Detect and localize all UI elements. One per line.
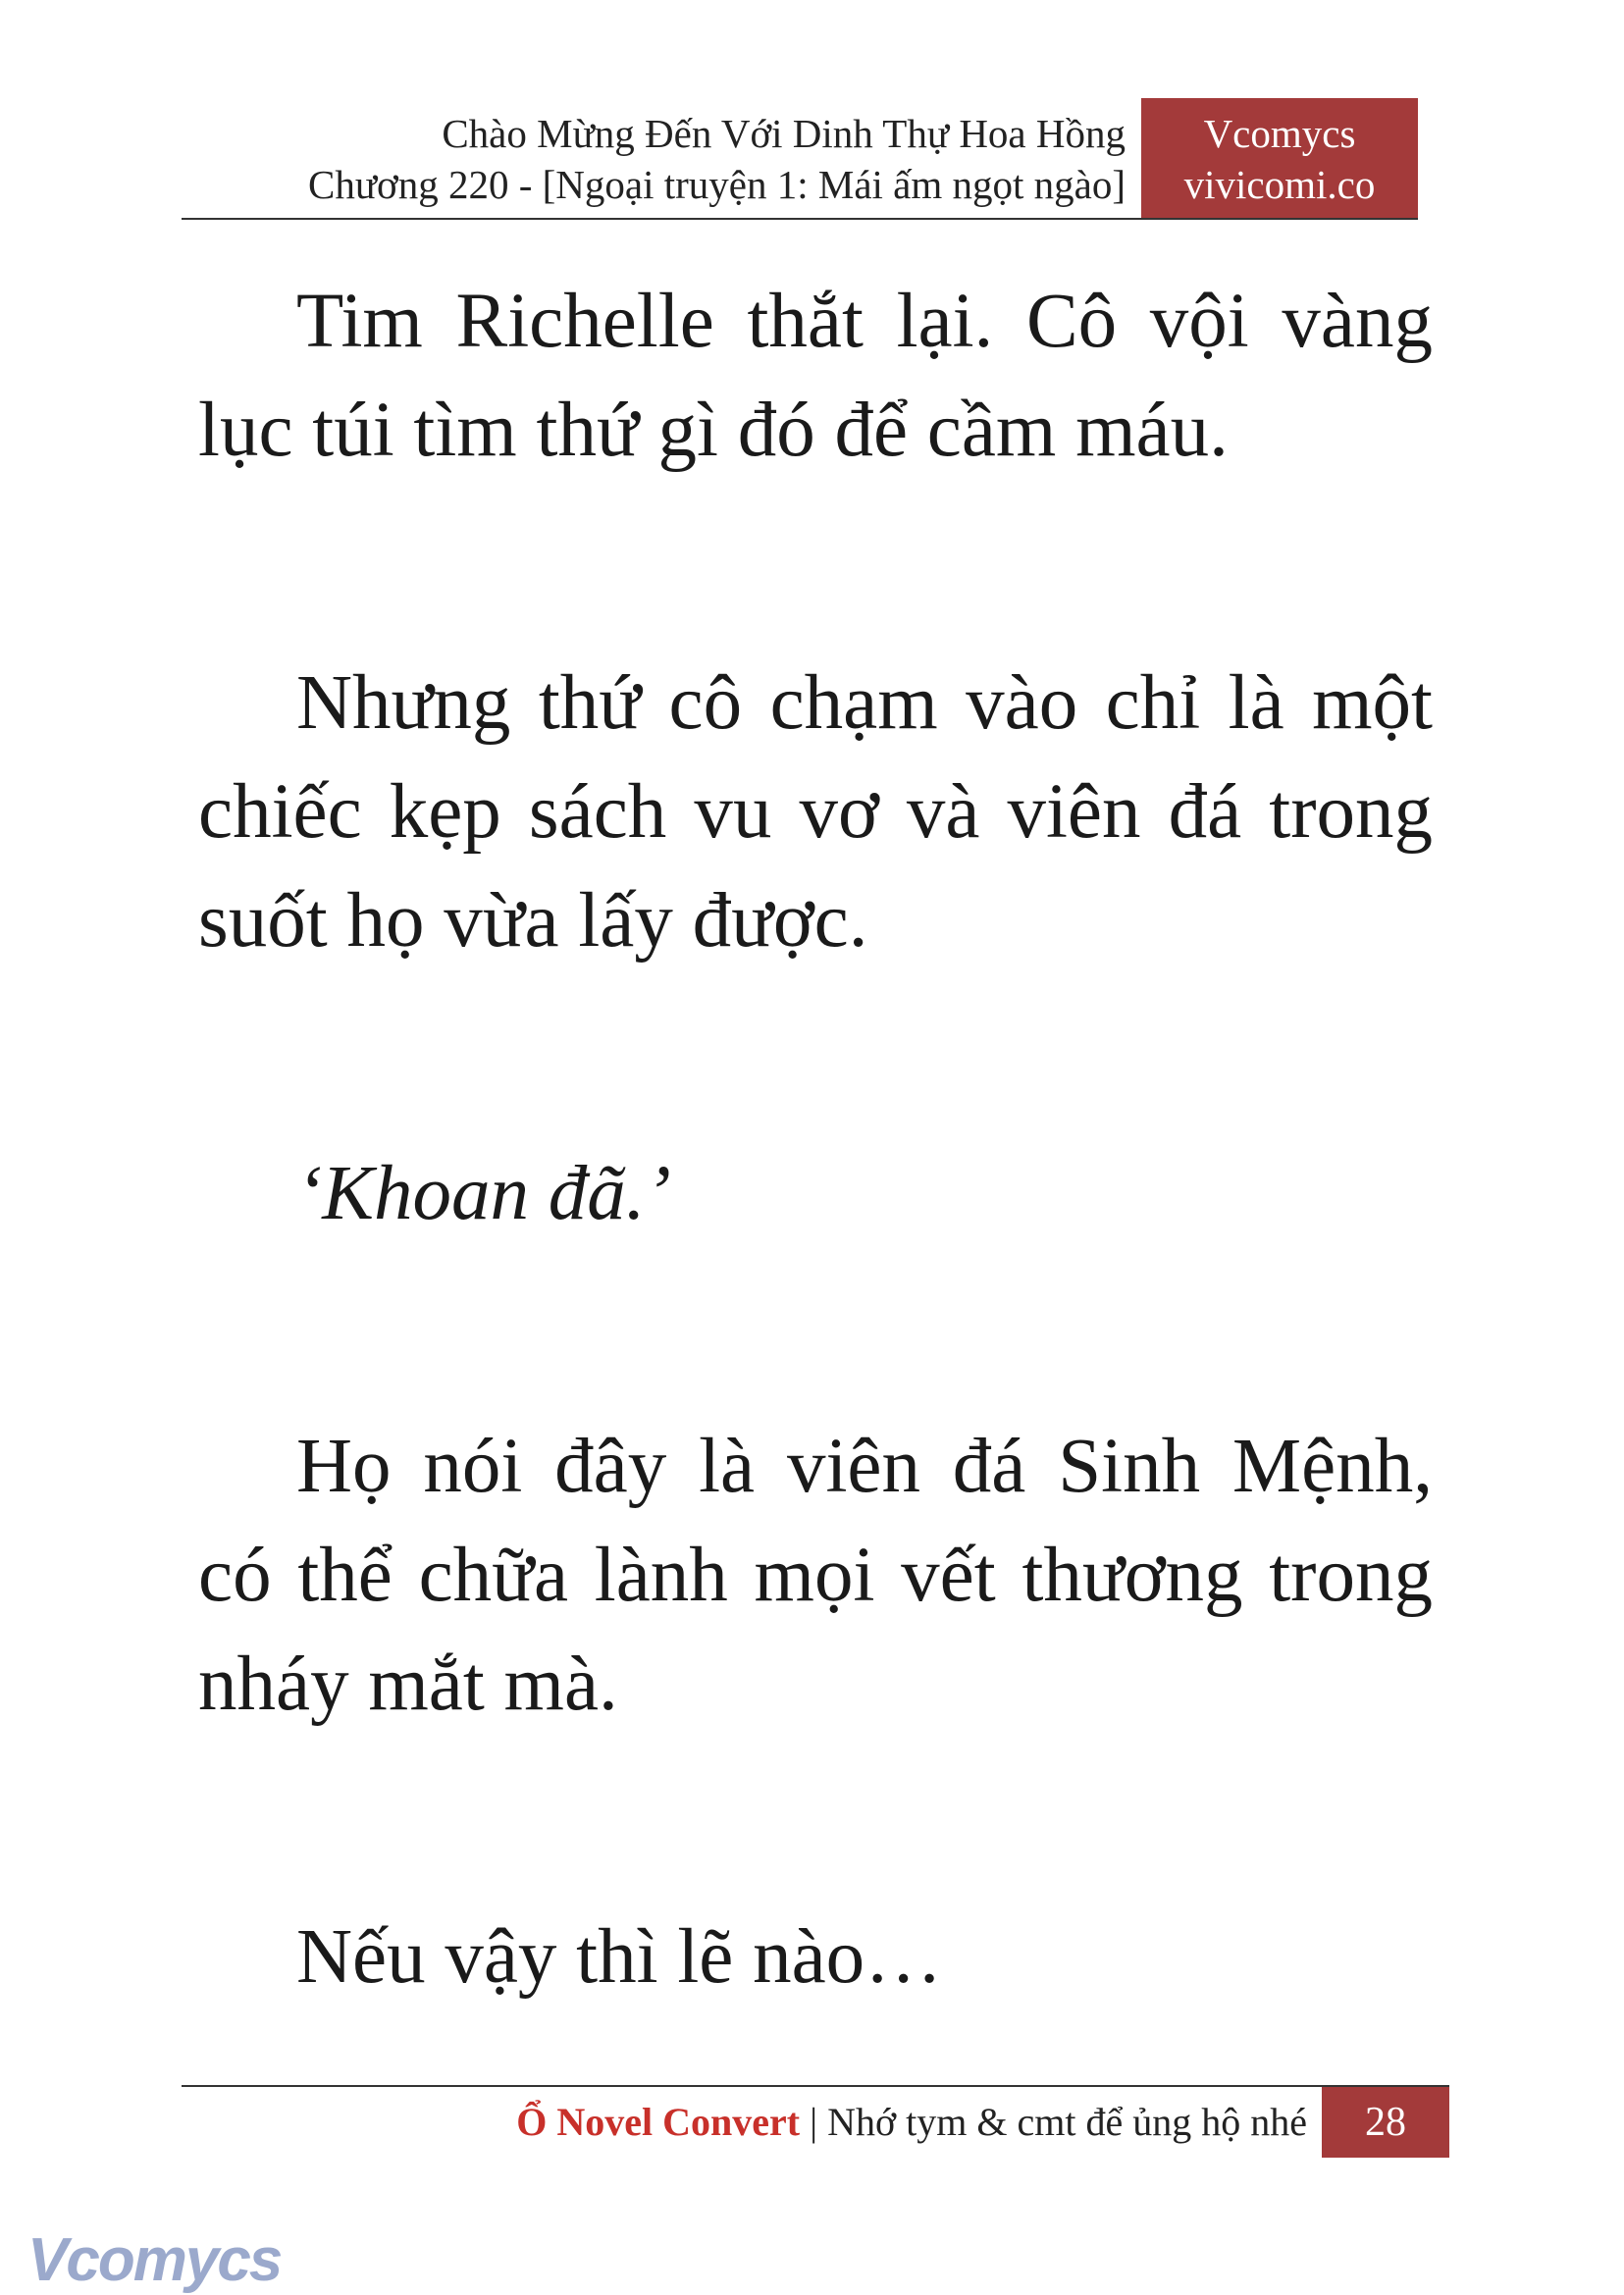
- footer-message: Nhớ tym & cmt để ủng hộ nhé: [827, 2100, 1307, 2144]
- page-number: 28: [1322, 2087, 1449, 2158]
- paragraph-thought: ‘Khoan đã.’: [296, 1151, 671, 1236]
- chapter-title: Chương 220 - [Ngoại truyện 1: Mái ấm ngọt ngào]: [307, 162, 1126, 207]
- page-header: [182, 98, 1418, 220]
- chapter-body: [198, 267, 1433, 2175]
- footer-separator: |: [810, 2100, 818, 2144]
- footer-text: [516, 2097, 1307, 2148]
- paragraph: Nhưng thứ cô chạm vào chỉ là một chiếc kẹp sách vu vơ và viên đá trong suốt họ vừa lấy được.: [198, 660, 1433, 964]
- header-titles: [308, 108, 1126, 210]
- site-badge: [1141, 98, 1418, 218]
- badge-site-name: Vcomycs: [1203, 111, 1356, 156]
- book-title: Chào Mừng Đến Với Dinh Thự Hoa Hồng: [442, 111, 1126, 156]
- paragraph: Họ nói đây là viên đá Sinh Mệnh, có thể chữa lành mọi vết thương trong nháy mắt mà.: [198, 1424, 1433, 1727]
- paragraph: Tim Richelle thắt lại. Cô vội vàng lục túi tìm thứ gì đó để cầm máu.: [198, 279, 1433, 473]
- footer-brand: Ổ Novel Convert: [516, 2100, 801, 2144]
- paragraph: Nếu vậy thì lẽ nào…: [296, 1914, 943, 2000]
- badge-site-url: vivicomi.co: [1183, 162, 1376, 207]
- page-footer: [182, 2085, 1449, 2158]
- watermark-logo: Vcomycs: [27, 2226, 282, 2294]
